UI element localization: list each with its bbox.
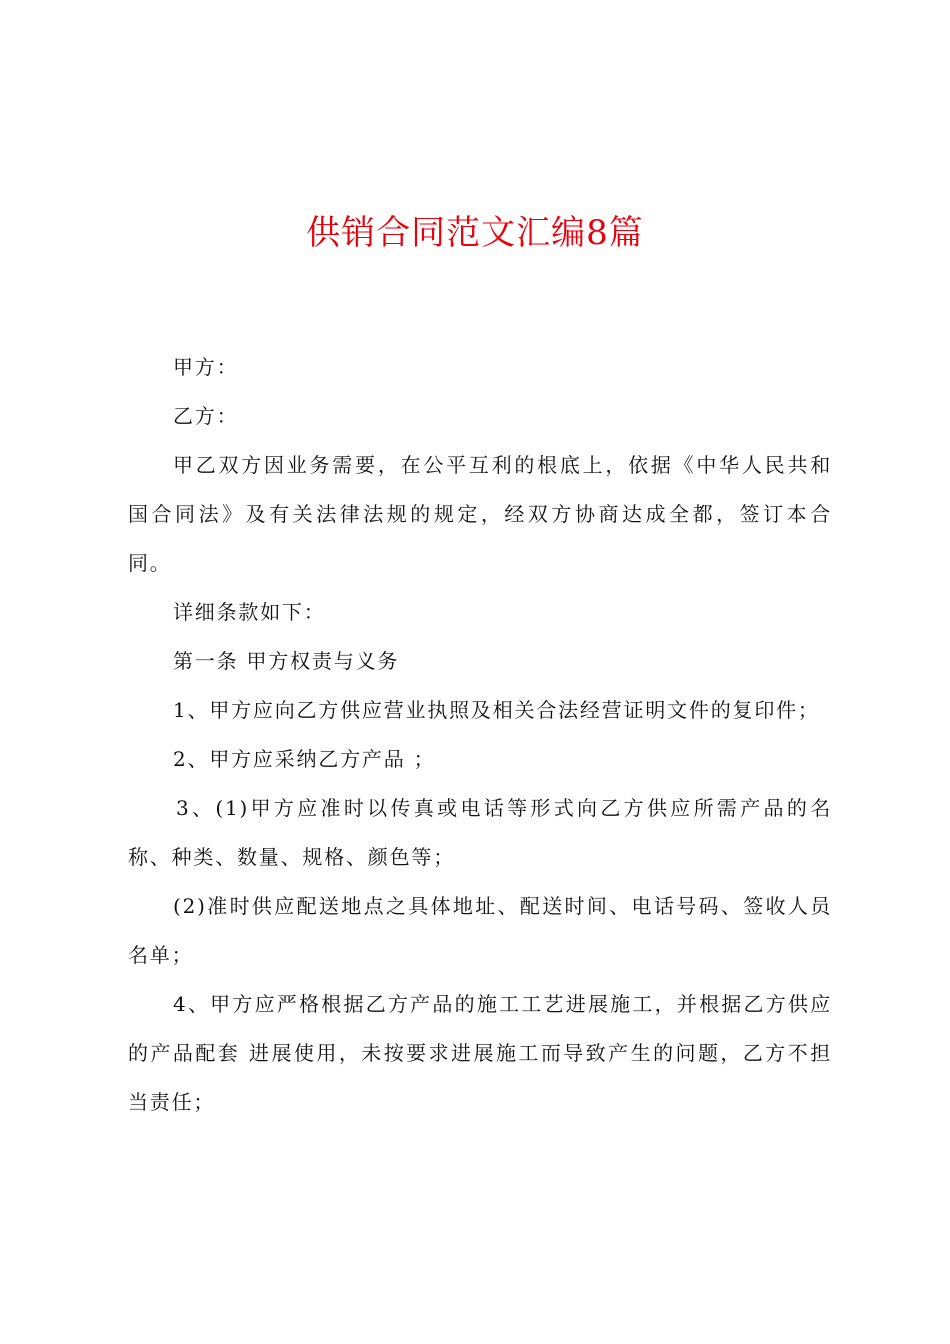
item-4-line-3: 当责任；	[128, 1090, 216, 1114]
article-1-heading: 第一条 甲方权责与义务	[173, 649, 400, 673]
party-a-label: 甲方：	[173, 355, 239, 379]
item-2: 2、甲方应采纳乙方产品 ；	[173, 747, 436, 771]
document-title: 供销合同范文汇编8篇	[306, 213, 644, 253]
intro-line-2: 国合同法》及有关法律法规的规定，经双方协商达成全都，签订本合	[128, 502, 832, 526]
item-4-line-2: 的产品配套 进展使用，未按要求进展施工而导致产生的问题，乙方不担	[128, 1041, 832, 1065]
item-3-2	[128, 882, 832, 980]
intro-line-3: 同。	[128, 551, 172, 575]
item-4-line-1: 4、甲方应严格根据乙方产品的施工工艺进展施工，并根据乙方供应	[173, 992, 832, 1016]
intro-paragraph	[128, 441, 832, 588]
item-3-line-1: 3、(1)甲方应准时以传真或电话等形式向乙方供应所需产品的名	[176, 796, 832, 820]
item-3	[128, 784, 832, 882]
item-3-2-line-2: 名单；	[128, 943, 194, 967]
item-1: 1、甲方应向乙方供应营业执照及相关合法经营证明文件的复印件；	[173, 698, 820, 722]
party-b-label: 乙方：	[173, 404, 239, 428]
item-3-2-line-1: (2)准时供应配送地点之具体地址、配送时间、电话号码、签收人员	[173, 894, 832, 918]
item-4	[128, 980, 832, 1127]
item-3-line-2: 称、种类、数量、规格、颜色等；	[128, 845, 455, 869]
intro-line-1: 甲乙双方因业务需要，在公平互利的根底上，依据《中华人民共和	[173, 453, 832, 477]
terms-heading: 详细条款如下：	[173, 600, 326, 624]
document-body	[128, 343, 832, 1127]
